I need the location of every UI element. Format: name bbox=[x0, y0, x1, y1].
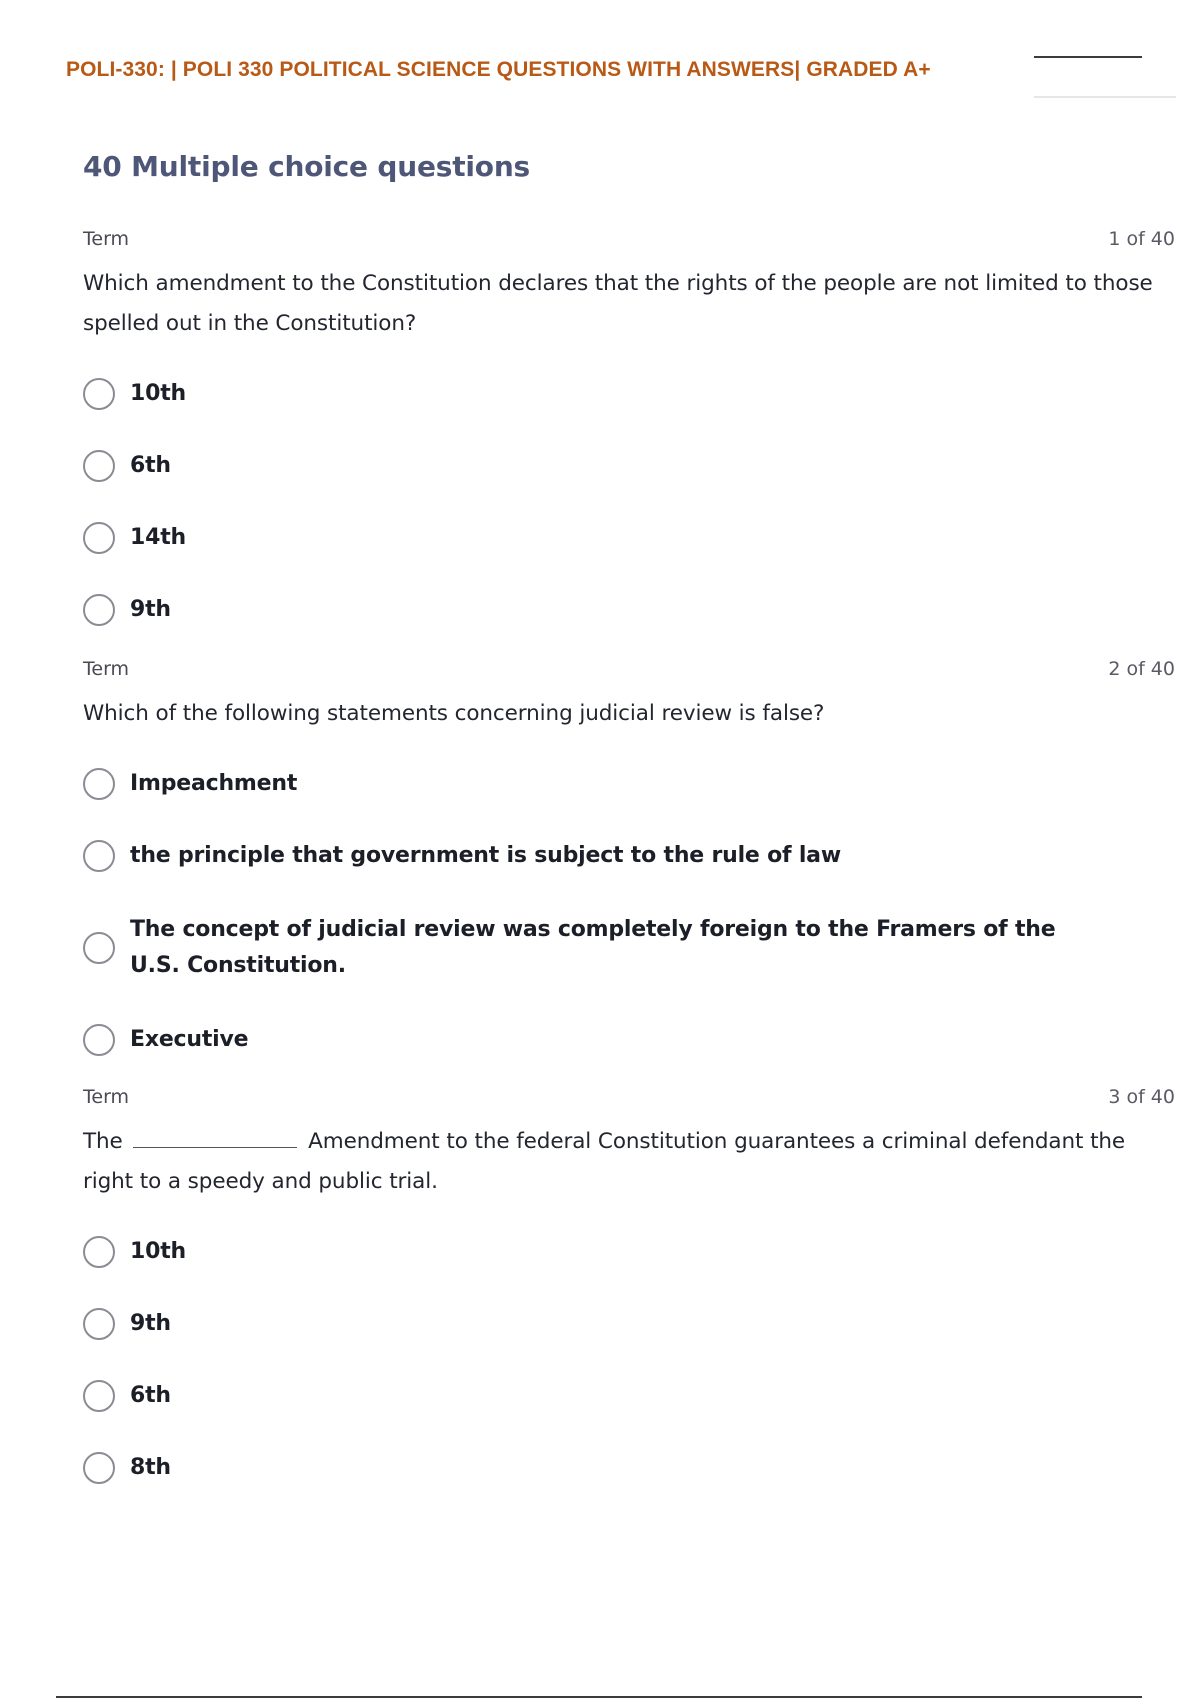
radio-button[interactable] bbox=[83, 840, 115, 872]
answer-option-label[interactable]: 6th bbox=[130, 1383, 171, 1408]
answer-option-label[interactable]: the principle that government is subject to the rule of law bbox=[130, 843, 841, 868]
answer-option-label[interactable]: 6th bbox=[130, 453, 171, 478]
answer-option[interactable] bbox=[83, 1432, 1175, 1504]
section-title: 40 Multiple choice questions bbox=[83, 150, 531, 183]
radio-button[interactable] bbox=[83, 1236, 115, 1268]
answer-option[interactable] bbox=[83, 1360, 1175, 1432]
footer-rule bbox=[56, 1696, 1142, 1698]
header-rule bbox=[1034, 56, 1142, 58]
radio-button[interactable] bbox=[83, 450, 115, 482]
question-meta bbox=[83, 1086, 1175, 1112]
term-label: Term bbox=[83, 1086, 130, 1108]
answer-option-label[interactable]: 8th bbox=[130, 1455, 171, 1480]
answer-option[interactable] bbox=[83, 820, 1175, 892]
answer-option[interactable] bbox=[83, 1288, 1175, 1360]
question-counter: 2 of 40 bbox=[1108, 658, 1175, 680]
question-text-before-blank: The bbox=[83, 1129, 123, 1154]
answer-option[interactable] bbox=[83, 502, 1175, 574]
answer-option[interactable] bbox=[83, 358, 1175, 430]
document-header-title: POLI-330: | POLI 330 POLITICAL SCIENCE QUESTIONS WITH ANSWERS| GRADED A+ bbox=[66, 58, 931, 81]
fill-in-blank bbox=[133, 1127, 297, 1148]
question-counter: 1 of 40 bbox=[1108, 228, 1175, 250]
answer-option-label[interactable]: 14th bbox=[130, 525, 186, 550]
question-1 bbox=[83, 228, 1175, 646]
question-text bbox=[83, 1122, 1175, 1202]
header-rule-light bbox=[1034, 96, 1176, 98]
radio-button[interactable] bbox=[83, 594, 115, 626]
question-2 bbox=[83, 658, 1175, 1076]
answer-option-label[interactable]: The concept of judicial review was completely foreign to the Framers of the U.S. Constitution. bbox=[130, 917, 1056, 978]
radio-button[interactable] bbox=[83, 1308, 115, 1340]
question-text: Which amendment to the Constitution declares that the rights of the people are not limited to those spelled out in the Constitution? bbox=[83, 271, 1153, 336]
answer-option-label[interactable]: 10th bbox=[130, 381, 186, 406]
answer-option-label[interactable]: 9th bbox=[130, 1311, 171, 1336]
radio-button[interactable] bbox=[83, 1452, 115, 1484]
answer-option-label[interactable]: 9th bbox=[130, 597, 171, 622]
answer-option[interactable] bbox=[83, 574, 1175, 646]
answer-options bbox=[83, 1216, 1175, 1504]
answer-option-label[interactable]: Executive bbox=[130, 1027, 249, 1052]
question-3 bbox=[83, 1086, 1175, 1504]
question-meta bbox=[83, 658, 1175, 684]
radio-button[interactable] bbox=[83, 768, 115, 800]
radio-button[interactable] bbox=[83, 1380, 115, 1412]
answer-options bbox=[83, 358, 1175, 646]
answer-option[interactable] bbox=[83, 1216, 1175, 1288]
radio-button[interactable] bbox=[83, 1024, 115, 1056]
answer-option-label[interactable]: 10th bbox=[130, 1239, 186, 1264]
answer-options bbox=[83, 748, 1175, 1076]
question-text: Which of the following statements concerning judicial review is false? bbox=[83, 701, 825, 726]
question-counter: 3 of 40 bbox=[1108, 1086, 1175, 1108]
answer-option-label[interactable]: Impeachment bbox=[130, 771, 298, 796]
question-meta bbox=[83, 228, 1175, 254]
question-text-after-blank: Amendment to the federal Constitution guarantees a criminal defendant the right to a speedy and public trial. bbox=[83, 1129, 1126, 1194]
answer-option[interactable] bbox=[83, 892, 1175, 1004]
term-label: Term bbox=[83, 658, 130, 680]
answer-option[interactable] bbox=[83, 430, 1175, 502]
radio-button[interactable] bbox=[83, 932, 115, 964]
answer-option[interactable] bbox=[83, 1004, 1175, 1076]
answer-option[interactable] bbox=[83, 748, 1175, 820]
radio-button[interactable] bbox=[83, 522, 115, 554]
radio-button[interactable] bbox=[83, 378, 115, 410]
term-label: Term bbox=[83, 228, 130, 250]
